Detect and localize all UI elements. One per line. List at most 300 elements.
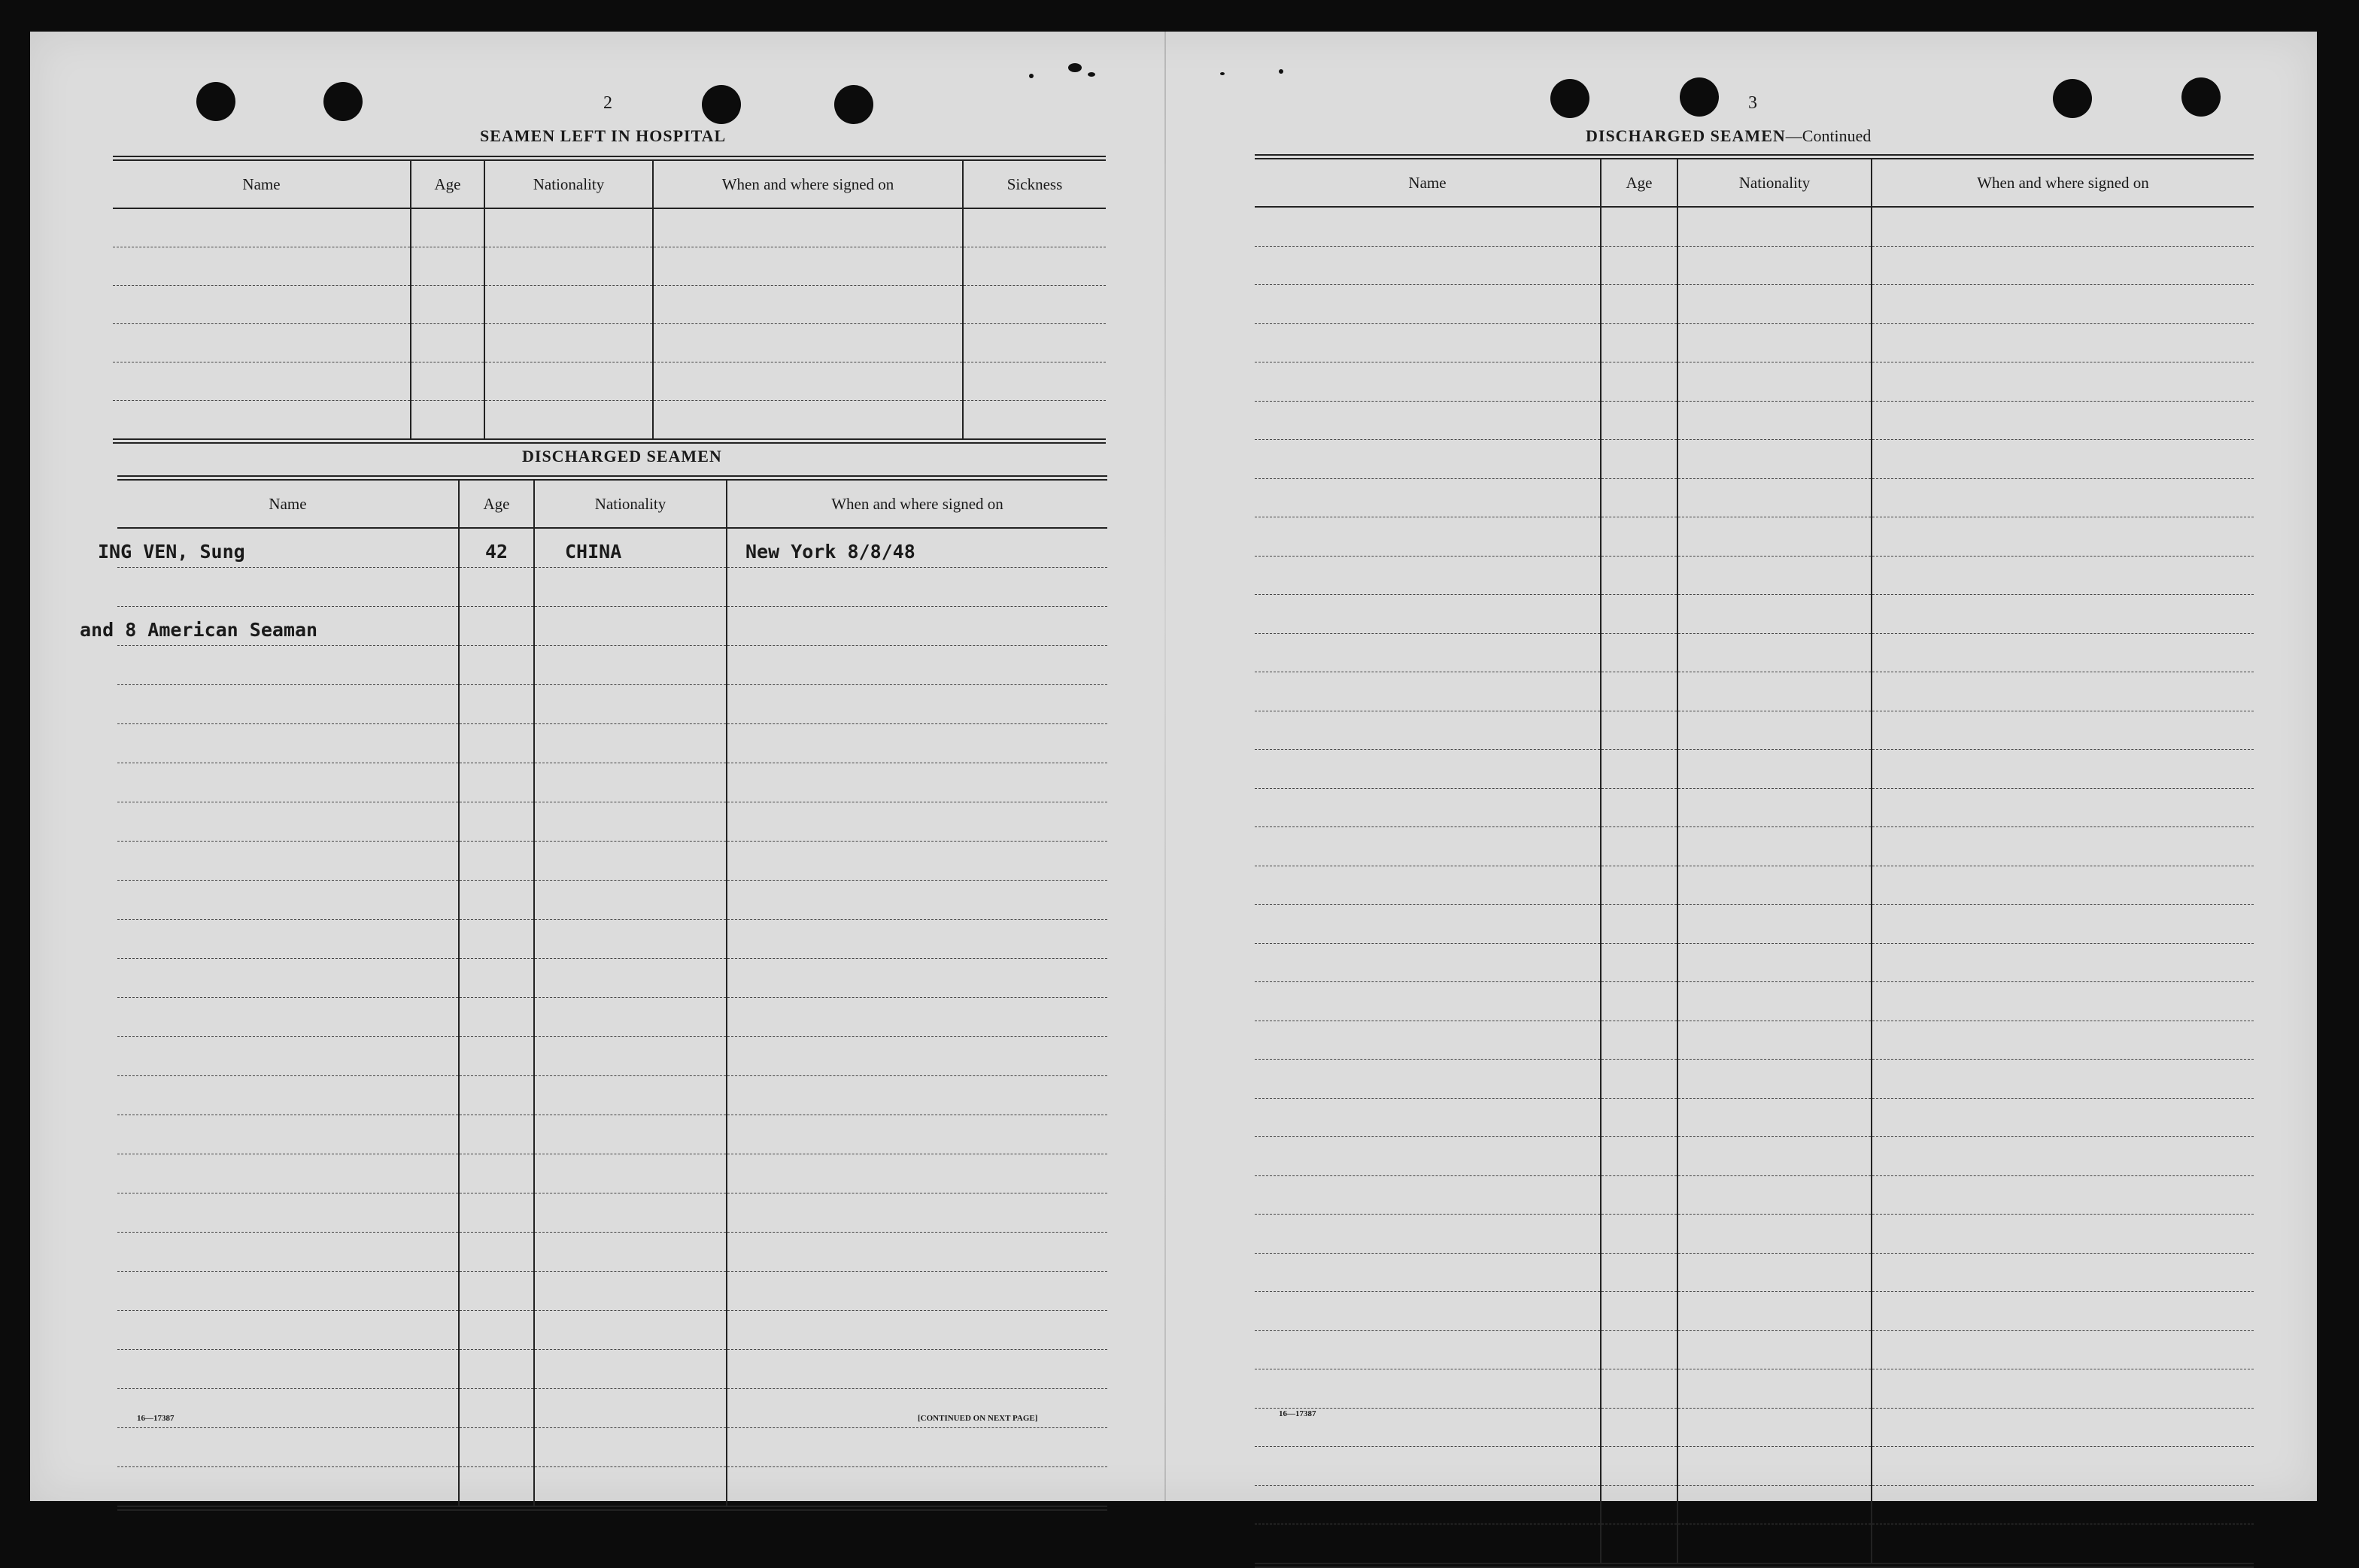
- table-cell: [1872, 1021, 2254, 1060]
- table-row: [1255, 1060, 2254, 1099]
- table-cell: [1677, 556, 1872, 595]
- table-cell: [459, 607, 534, 646]
- table-row: [117, 842, 1107, 881]
- table-cell: [653, 324, 963, 362]
- table-row: [117, 646, 1107, 685]
- table-cell: [459, 1389, 534, 1428]
- table-cell: [1601, 285, 1677, 324]
- table-cell: [1601, 207, 1677, 246]
- table-cell: [534, 1350, 727, 1389]
- table-row: [1255, 556, 2254, 595]
- table-cell: [117, 881, 459, 920]
- table-cell: [1677, 440, 1872, 479]
- table-cell: [1255, 633, 1601, 672]
- table-cell: [1677, 672, 1872, 711]
- punch-hole: [2181, 77, 2221, 117]
- table-row: [113, 208, 1106, 247]
- table-cell: [534, 959, 727, 998]
- table-row: [1255, 1369, 2254, 1409]
- table-cell: [727, 842, 1107, 881]
- cell-text: New York 8/8/48: [745, 541, 915, 563]
- table-cell: [1872, 207, 2254, 246]
- cell-text: 42: [484, 541, 509, 563]
- table-cell: [653, 362, 963, 401]
- table-cell: [117, 1115, 459, 1154]
- table-cell: [1677, 1060, 1872, 1099]
- table-cell: [727, 1037, 1107, 1076]
- table-cell: [534, 1037, 727, 1076]
- table-cell: [113, 401, 411, 441]
- table-row: [117, 724, 1107, 763]
- discharged-section-title: DISCHARGED SEAMEN: [522, 447, 722, 466]
- table-cell: [727, 1193, 1107, 1233]
- table-cell: [534, 842, 727, 881]
- table-cell: [1872, 1175, 2254, 1215]
- table-row: [1255, 362, 2254, 402]
- table-cell: [1872, 362, 2254, 402]
- table-cell: [1872, 905, 2254, 944]
- table-row: [117, 802, 1107, 842]
- table-cell: [1872, 943, 2254, 982]
- table-cell: [653, 208, 963, 247]
- table-row: [117, 1428, 1107, 1467]
- table-cell: [1255, 1292, 1601, 1331]
- table-row: [117, 685, 1107, 724]
- table-cell: [1677, 1098, 1872, 1137]
- table-cell: [1872, 595, 2254, 634]
- table-cell: [1872, 672, 2254, 711]
- discharged-table: [80, 475, 1107, 1511]
- table-cell: [117, 763, 459, 802]
- column-header-name: Name: [117, 478, 459, 529]
- table-row: [117, 1037, 1107, 1076]
- table-cell: [1601, 943, 1677, 982]
- column-header-nationality: Nationality: [534, 478, 727, 529]
- table-cell: [113, 208, 411, 247]
- table-cell: [117, 1428, 459, 1467]
- table-cell: [727, 528, 1107, 568]
- table-cell: [727, 607, 1107, 646]
- punch-hole: [323, 82, 363, 121]
- table-cell: [1601, 1485, 1677, 1524]
- table-cell: [727, 1467, 1107, 1509]
- table-cell: [1601, 1021, 1677, 1060]
- table-cell: [1255, 1330, 1601, 1369]
- table-row: [117, 1233, 1107, 1272]
- table-cell: [727, 1154, 1107, 1193]
- table-cell: [727, 1076, 1107, 1115]
- ink-speck: [1220, 72, 1225, 75]
- hospital-section-title: SEAMEN LEFT IN HOSPITAL: [480, 126, 727, 145]
- punch-hole: [1550, 79, 1589, 118]
- table-cell: [459, 842, 534, 881]
- table-cell: [1255, 905, 1601, 944]
- table-cell: [1677, 866, 1872, 905]
- table-cell: [1872, 1447, 2254, 1486]
- table-cell: [1677, 905, 1872, 944]
- table-cell: [1255, 1253, 1601, 1292]
- table-cell: [1601, 711, 1677, 750]
- table-cell: [484, 247, 653, 286]
- table-row: [113, 362, 1106, 401]
- table-row: [113, 324, 1106, 362]
- table-cell: [534, 1076, 727, 1115]
- table-cell: [727, 1428, 1107, 1467]
- table-cell: [411, 286, 484, 324]
- table-row: [117, 881, 1107, 920]
- table-cell: [1255, 246, 1601, 285]
- table-row: [1255, 517, 2254, 557]
- table-row: [1255, 1485, 2254, 1524]
- table-cell: [1872, 1369, 2254, 1409]
- table-row: [1255, 323, 2254, 362]
- column-header-nationality: Nationality: [484, 159, 653, 209]
- column-header-signed-on: When and where signed on: [1872, 157, 2254, 208]
- table-cell: [117, 1350, 459, 1389]
- table-cell: [1872, 556, 2254, 595]
- table-row: [1255, 905, 2254, 944]
- table-cell: [1255, 711, 1601, 750]
- punch-hole: [196, 82, 235, 121]
- table-row: [1255, 866, 2254, 905]
- table-cell: [1677, 711, 1872, 750]
- table-cell: [534, 607, 727, 646]
- table-cell: [963, 247, 1106, 286]
- table-cell: [1677, 478, 1872, 517]
- table-cell: [534, 1428, 727, 1467]
- table-cell: [1255, 827, 1601, 866]
- column-header-signed-on: When and where signed on: [727, 478, 1107, 529]
- table-cell: [1601, 478, 1677, 517]
- table-cell: [727, 959, 1107, 998]
- table-cell: [727, 724, 1107, 763]
- table-cell: [1255, 323, 1601, 362]
- table-cell: [1601, 1408, 1677, 1447]
- table-cell: [534, 1233, 727, 1272]
- table-cell: [1677, 1137, 1872, 1176]
- table-row: [117, 1467, 1107, 1509]
- table-cell: [963, 286, 1106, 324]
- page-fold: [1164, 32, 1166, 1501]
- table-row: [1255, 1330, 2254, 1369]
- table-cell: [1677, 1485, 1872, 1524]
- table-row: [113, 247, 1106, 286]
- table-cell: [459, 920, 534, 959]
- table-cell: [1872, 1253, 2254, 1292]
- table-row: [117, 1076, 1107, 1115]
- table-cell: [117, 1233, 459, 1272]
- table-cell: [1601, 1215, 1677, 1254]
- ink-speck: [1068, 63, 1082, 72]
- table-cell: [1601, 1447, 1677, 1486]
- table-row: [1255, 207, 2254, 246]
- table-cell: [1677, 943, 1872, 982]
- table-cell: [1872, 711, 2254, 750]
- table-cell: [117, 802, 459, 842]
- table-cell: [534, 920, 727, 959]
- table-cell: [1677, 1175, 1872, 1215]
- table-row: [1255, 1524, 2254, 1566]
- table-cell: [1255, 750, 1601, 789]
- table-cell: [1255, 285, 1601, 324]
- table-cell: [459, 568, 534, 607]
- table-cell: [1872, 827, 2254, 866]
- table-cell: [484, 362, 653, 401]
- table-cell: [1677, 323, 1872, 362]
- cell-text: ING VEN, Sung: [98, 541, 245, 563]
- table-cell: [1677, 1215, 1872, 1254]
- table-cell: [113, 324, 411, 362]
- table-cell: [1601, 246, 1677, 285]
- table-cell: [1601, 788, 1677, 827]
- table-cell: [1872, 246, 2254, 285]
- table-cell: [727, 881, 1107, 920]
- table-cell: [727, 1389, 1107, 1428]
- table-row: [1255, 943, 2254, 982]
- table-cell: [1872, 1098, 2254, 1137]
- table-cell: [1255, 1215, 1601, 1254]
- table-cell: [534, 763, 727, 802]
- title-suffix: —Continued: [1785, 126, 1872, 145]
- column-header-age: Age: [411, 159, 484, 209]
- table-cell: [1255, 1175, 1601, 1215]
- cell-text: CHINA: [565, 541, 622, 563]
- table-cell: [459, 1115, 534, 1154]
- table-cell: [459, 1037, 534, 1076]
- table-cell: [727, 920, 1107, 959]
- table-cell: [411, 401, 484, 441]
- table-cell: [117, 842, 459, 881]
- table-row: [1255, 982, 2254, 1021]
- table-cell: [1601, 1175, 1677, 1215]
- table-cell: [1255, 1137, 1601, 1176]
- table-cell: [117, 724, 459, 763]
- table-row: [1255, 711, 2254, 750]
- table-cell: [1255, 1098, 1601, 1137]
- table-cell: [1255, 207, 1601, 246]
- table-cell: [1255, 1524, 1601, 1566]
- table-cell: [1255, 401, 1601, 440]
- table-cell: [727, 998, 1107, 1037]
- form-number: 16—17387: [137, 1414, 175, 1423]
- table-cell: [1872, 323, 2254, 362]
- column-header-age: Age: [1601, 157, 1677, 208]
- table-row: [117, 998, 1107, 1037]
- table-row: [1255, 1292, 2254, 1331]
- table-row: [117, 920, 1107, 959]
- table-cell: [1255, 788, 1601, 827]
- table-cell: [1601, 905, 1677, 944]
- table-cell: [1601, 362, 1677, 402]
- table-cell: [1601, 633, 1677, 672]
- table-row: [1255, 1137, 2254, 1176]
- table-cell: [653, 247, 963, 286]
- table-row: [117, 1115, 1107, 1154]
- table-cell: [1872, 1292, 2254, 1331]
- table-cell: [727, 685, 1107, 724]
- table-cell: [727, 1272, 1107, 1311]
- table-cell: [1872, 478, 2254, 517]
- table-row: [1255, 1098, 2254, 1137]
- table-cell: [1872, 866, 2254, 905]
- table-cell: [459, 1272, 534, 1311]
- hospital-table: [113, 156, 1106, 444]
- table-cell: [1255, 1021, 1601, 1060]
- table-cell: [117, 959, 459, 998]
- table-cell: [1601, 827, 1677, 866]
- discharged-continued-title: [1586, 126, 1871, 146]
- table-cell: [1255, 595, 1601, 634]
- table-cell: [534, 1467, 727, 1509]
- table-row: [117, 1272, 1107, 1311]
- table-cell: [117, 1193, 459, 1233]
- table-cell: [1601, 1292, 1677, 1331]
- table-cell: [1872, 1524, 2254, 1566]
- table-cell: [117, 920, 459, 959]
- table-cell: [1601, 1098, 1677, 1137]
- table-cell: [1872, 1330, 2254, 1369]
- table-cell: [1677, 633, 1872, 672]
- form-number: 16—17387: [1279, 1409, 1316, 1418]
- table-cell: [1255, 517, 1601, 557]
- column-header-age: Age: [459, 478, 534, 529]
- table-cell: [411, 362, 484, 401]
- table-cell: [459, 998, 534, 1037]
- table-cell: [1601, 440, 1677, 479]
- table-row: [117, 568, 1107, 607]
- table-cell: [1872, 440, 2254, 479]
- table-cell: [1677, 827, 1872, 866]
- table-cell: [459, 1350, 534, 1389]
- table-cell: [727, 1115, 1107, 1154]
- table-cell: [1601, 1253, 1677, 1292]
- table-cell: [117, 1154, 459, 1193]
- table-cell: [1601, 595, 1677, 634]
- table-cell: [1677, 207, 1872, 246]
- table-cell: [117, 646, 459, 685]
- table-cell: [1601, 1524, 1677, 1566]
- table-cell: [459, 685, 534, 724]
- table-row: [117, 763, 1107, 802]
- table-row: [1255, 672, 2254, 711]
- table-row: [117, 607, 1107, 646]
- table-cell: [113, 362, 411, 401]
- table-cell: [459, 1467, 534, 1509]
- table-row: [1255, 440, 2254, 479]
- table-cell: [1255, 556, 1601, 595]
- table-cell: [1677, 1447, 1872, 1486]
- punch-hole: [834, 85, 873, 124]
- table-row: [113, 401, 1106, 441]
- punch-hole: [1680, 77, 1719, 117]
- table-cell: [1677, 750, 1872, 789]
- table-cell: [1255, 1485, 1601, 1524]
- table-cell: [117, 1076, 459, 1115]
- cell-text: and 8 American Seaman: [80, 619, 318, 641]
- table-cell: [1601, 401, 1677, 440]
- title-text: DISCHARGED SEAMEN: [1586, 126, 1786, 145]
- table-cell: [411, 247, 484, 286]
- page-number: 3: [1748, 93, 1757, 113]
- table-cell: [534, 881, 727, 920]
- table-cell: [963, 401, 1106, 441]
- table-cell: [1255, 866, 1601, 905]
- punch-hole: [2053, 79, 2092, 118]
- table-cell: [1255, 1447, 1601, 1486]
- table-cell: [727, 802, 1107, 842]
- table-cell: [1872, 750, 2254, 789]
- table-cell: [963, 362, 1106, 401]
- table-cell: [1677, 517, 1872, 557]
- table-cell: [459, 1154, 534, 1193]
- table-cell: [1255, 672, 1601, 711]
- table-cell: [534, 646, 727, 685]
- table-cell: [1677, 982, 1872, 1021]
- table-cell: [484, 286, 653, 324]
- table-cell: [117, 1037, 459, 1076]
- table-row: [1255, 827, 2254, 866]
- table-cell: [1601, 1060, 1677, 1099]
- table-cell: [1677, 246, 1872, 285]
- table-cell: [1677, 1524, 1872, 1566]
- table-cell: [459, 528, 534, 568]
- punch-hole: [702, 85, 741, 124]
- table-cell: [484, 324, 653, 362]
- table-cell: [1601, 517, 1677, 557]
- table-row: [1255, 1215, 2254, 1254]
- table-cell: [459, 724, 534, 763]
- table-cell: [1601, 1330, 1677, 1369]
- table-cell: [727, 1311, 1107, 1350]
- page-number: 2: [603, 93, 612, 113]
- table-cell: [459, 1311, 534, 1350]
- table-cell: [534, 1115, 727, 1154]
- table-cell: [113, 286, 411, 324]
- table-cell: [1601, 1137, 1677, 1176]
- table-row: [117, 1154, 1107, 1193]
- table-cell: [727, 646, 1107, 685]
- table-cell: [1601, 750, 1677, 789]
- table-cell: [117, 568, 459, 607]
- table-cell: [1601, 672, 1677, 711]
- table-cell: [963, 324, 1106, 362]
- table-row: [1255, 1253, 2254, 1292]
- table-row: [1255, 401, 2254, 440]
- table-cell: [459, 1428, 534, 1467]
- ink-speck: [1088, 72, 1095, 77]
- continued-note: [CONTINUED ON NEXT PAGE]: [918, 1414, 1038, 1423]
- table-cell: [963, 208, 1106, 247]
- table-row: [117, 959, 1107, 998]
- table-row: [117, 528, 1107, 568]
- table-cell: [727, 1233, 1107, 1272]
- table-cell: [117, 685, 459, 724]
- table-cell: [1255, 943, 1601, 982]
- table-row: [117, 1350, 1107, 1389]
- table-cell: [1255, 1060, 1601, 1099]
- table-cell: [459, 1076, 534, 1115]
- table-cell: [1255, 362, 1601, 402]
- column-header-name: Name: [113, 159, 411, 209]
- table-cell: [1601, 866, 1677, 905]
- table-cell: [113, 247, 411, 286]
- table-row: [117, 1193, 1107, 1233]
- table-row: [1255, 1021, 2254, 1060]
- table-cell: [1255, 1369, 1601, 1409]
- table-cell: [411, 208, 484, 247]
- table-cell: [484, 401, 653, 441]
- table-cell: [1872, 1137, 2254, 1176]
